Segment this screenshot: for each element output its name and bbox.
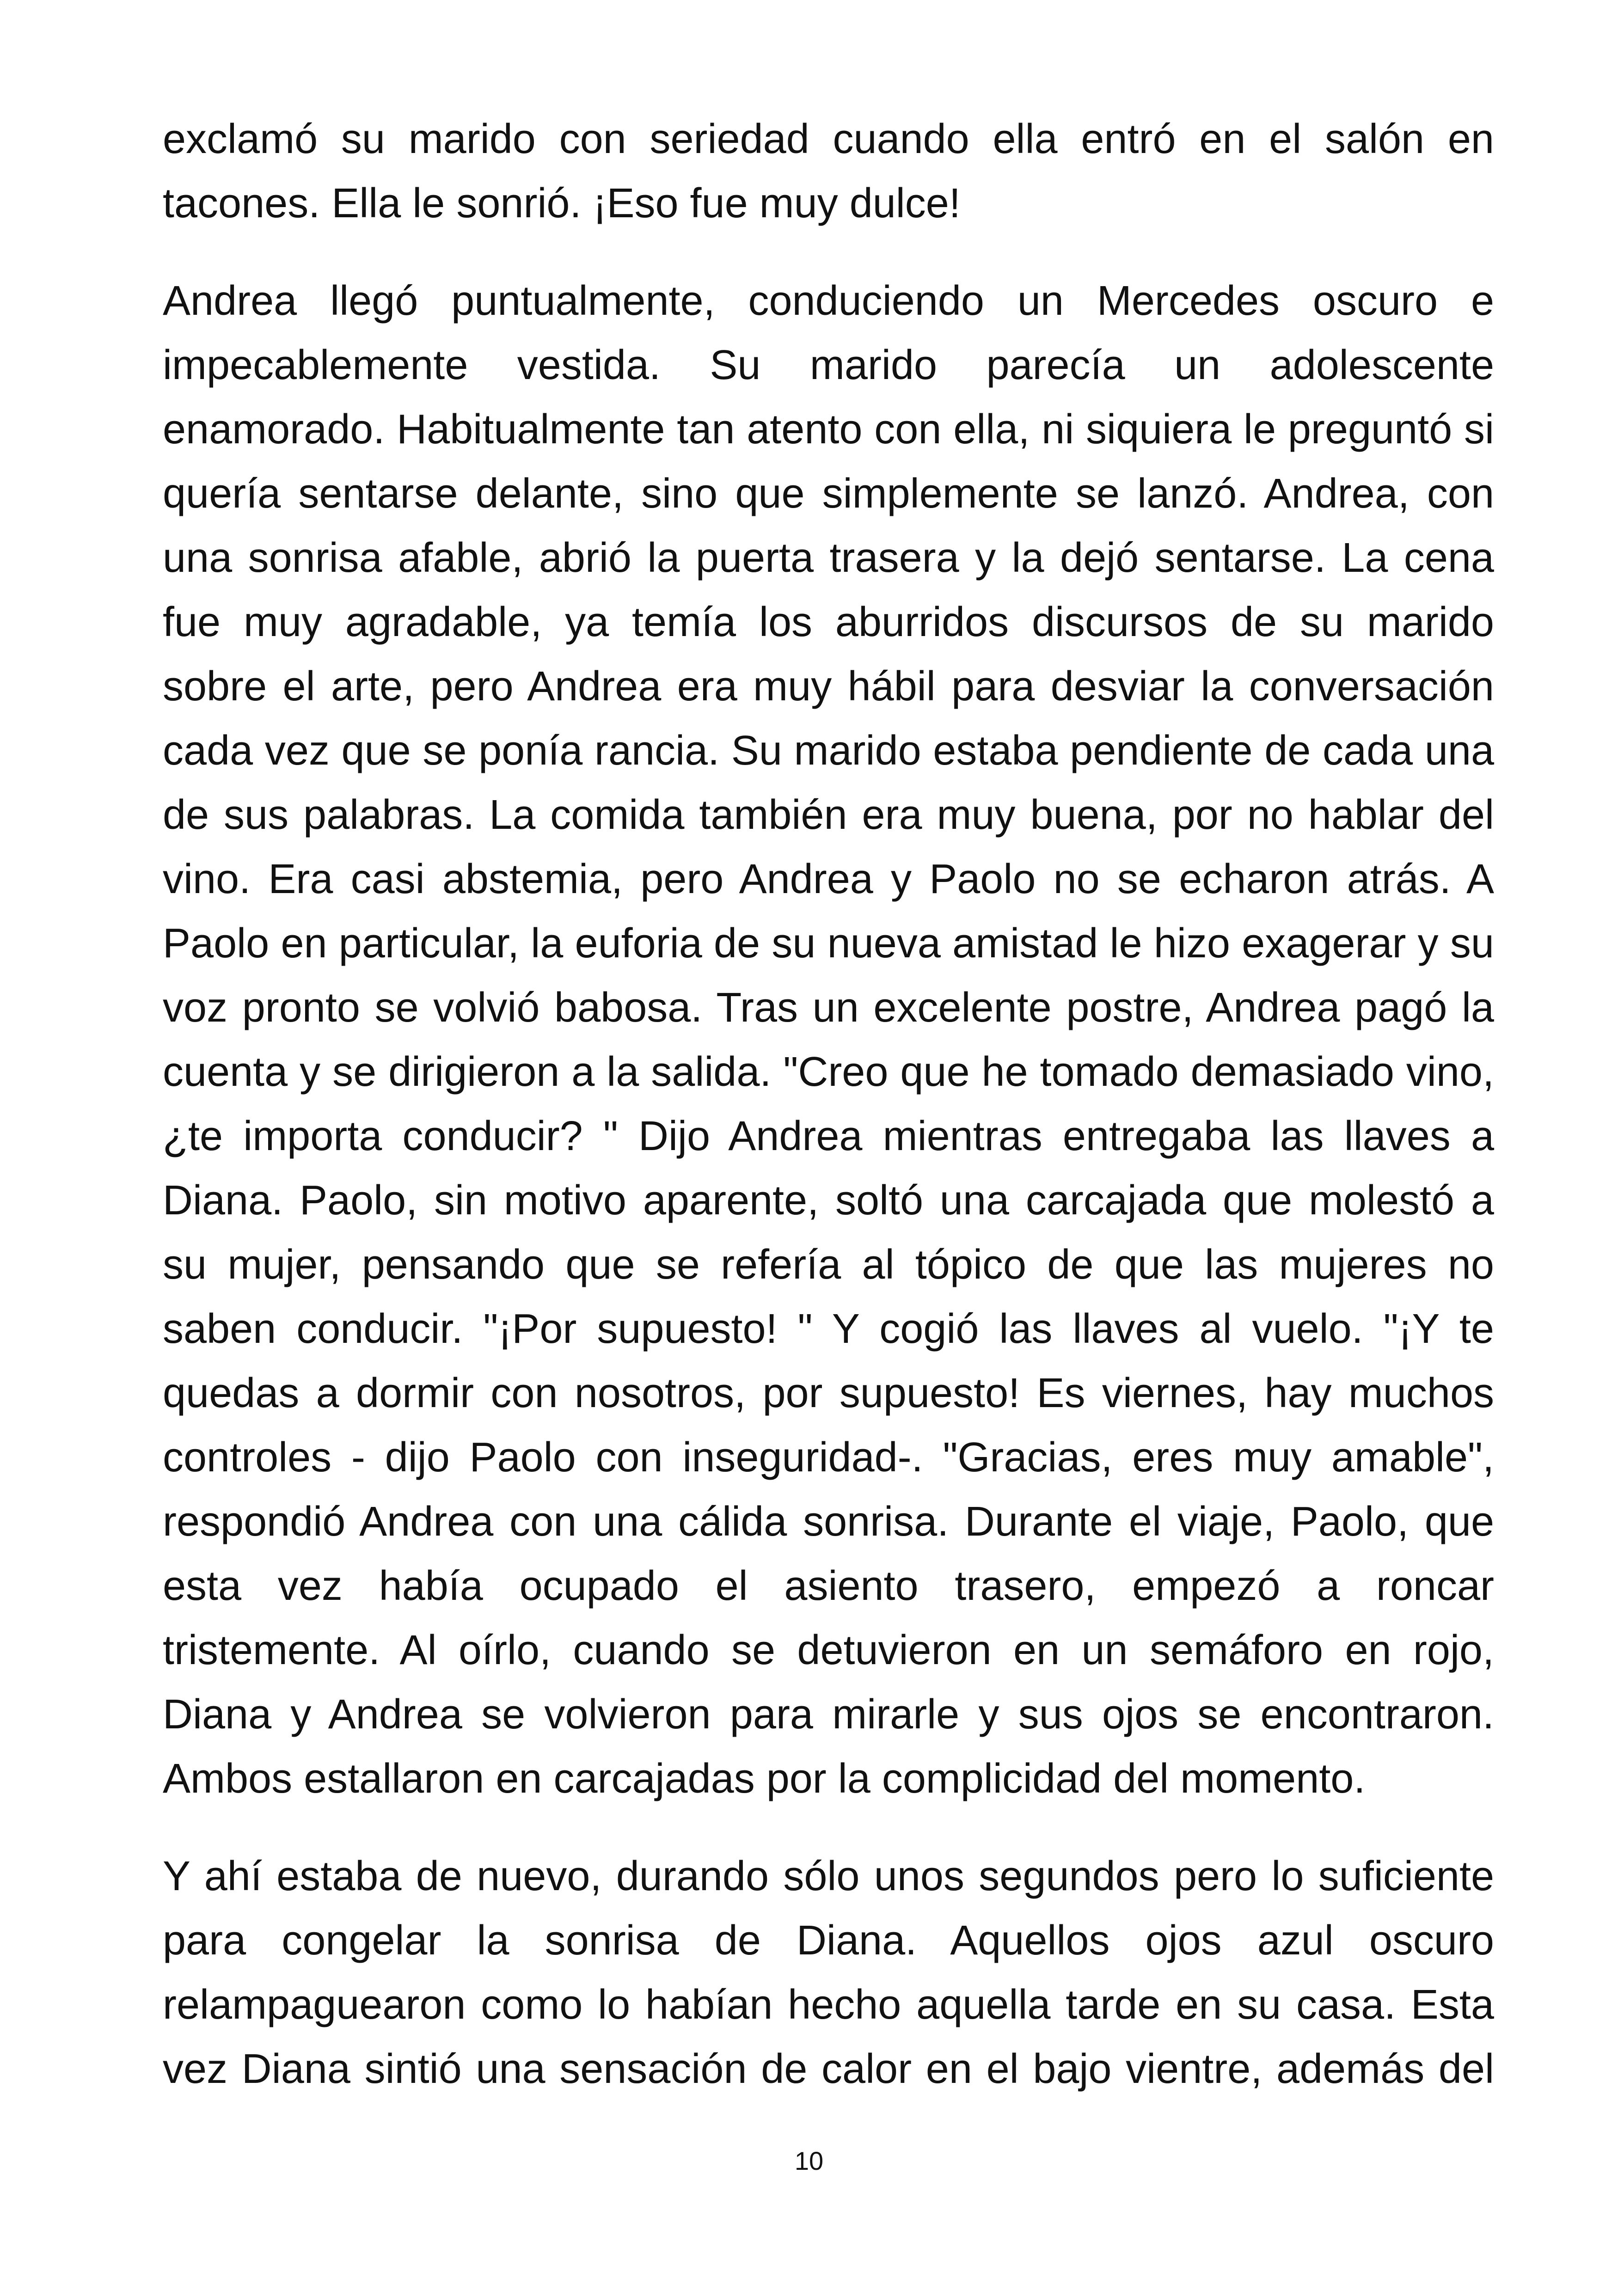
paragraph-1: exclamó su marido con seriedad cuando ella entró en el salón en tacones. Ella le sonrió. ¡Eso fue muy dulce! — [163, 116, 1494, 227]
page-body — [163, 107, 1494, 2101]
page-number: 10 — [794, 2146, 824, 2175]
paragraph-3: Y ahí estaba de nuevo, durando sólo unos segundos pero lo suficiente para congelar la sonrisa de Diana. Aquellos ojos azul oscuro relampaguearon como lo habían hecho aquella tarde en su casa. Esta vez Diana sintió una sensación de calor en el bajo vientre, además del — [163, 1853, 1494, 2092]
paragraph-2: Andrea llegó puntualmente, conduciendo un Mercedes oscuro e impecablemente vestida. Su marido parecía un adolescente enamorado. Habitualmente tan atento con ella, ni siquiera le preguntó si quería sentarse delante, sino que simplemente se lanzó. Andrea, con una sonrisa afable, abrió la puerta trasera y la dejó sentarse. La cena fue muy agradable, ya temía los aburridos discursos de su marido sobre el arte, pero Andrea era muy hábil para desviar la conversación cada vez que se ponía rancia. Su marido estaba pendiente de cada una de sus palabras. La comida también era muy buena, por no hablar del vino. Era casi abstemia, pero Andrea y Paolo no se echaron atrás. A Paolo en particular, la euforia de su nueva amistad le hizo exagerar y su voz pronto se volvió babosa. Tras un excelente postre, Andrea pagó la cuenta y se dirigieron a la salida. "Creo que he tomado demasiado vino, ¿te importa conducir? " Dijo Andrea mientras entregaba las llaves a Diana. Paolo, sin motivo aparente, soltó una carcajada que molestó a su mujer, pensando que se refería al tópico de que las mujeres no saben conducir. "¡Por supuesto! " Y cogió las llaves al vuelo. "¡Y te quedas a dormir con nosotros, por supuesto! Es viernes, hay muchos controles - dijo Paolo con inseguridad-. "Gracias, eres muy amable", respondió Andrea con una cálida sonrisa. Durante el viaje, Paolo, que esta vez había ocupado el asiento trasero, empezó a roncar tristemente. Al oírlo, cuando se detuvieron en un semáforo en rojo, Diana y Andrea se volvieron para mirarle y sus ojos se encontraron. Ambos estallaron en carcajadas por la complicidad del momento. — [163, 278, 1494, 1802]
